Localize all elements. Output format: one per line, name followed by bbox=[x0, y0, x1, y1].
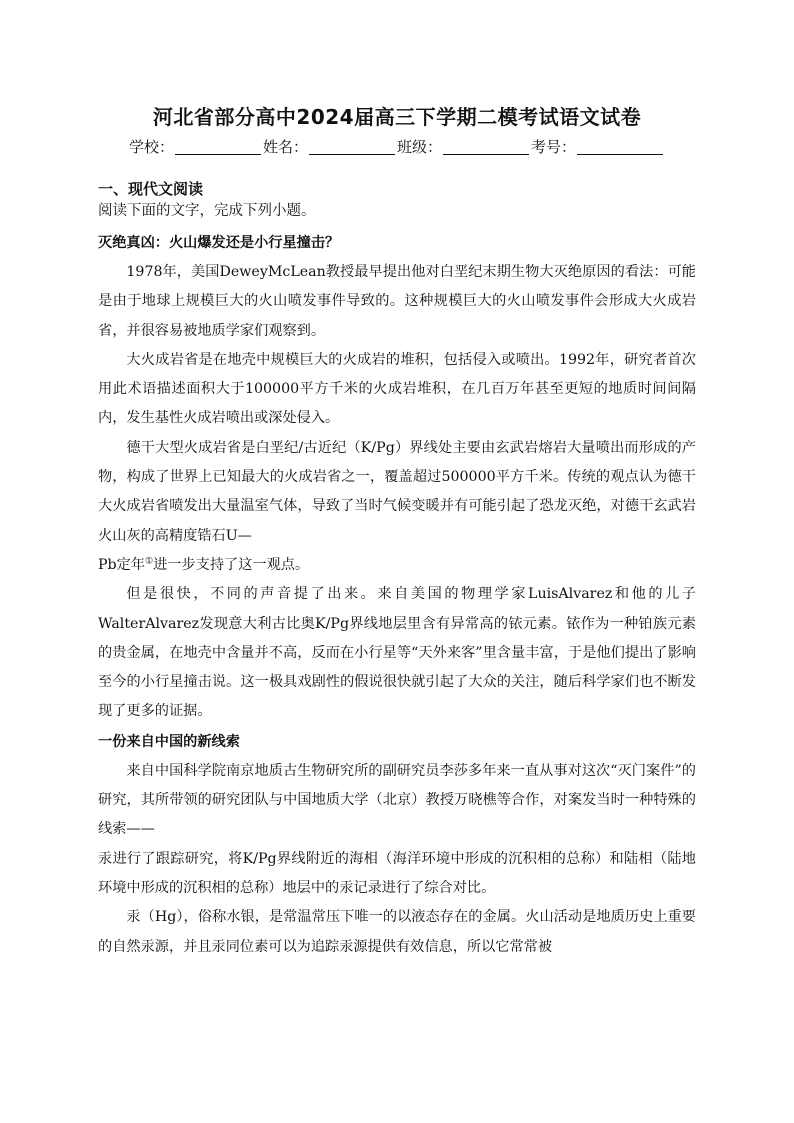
class-label: 班级： bbox=[397, 138, 443, 156]
footnote-marker: ① bbox=[145, 556, 154, 567]
paragraph-5b: 汞进行了跟踪研究，将K/Pg界线附近的海相（海洋环境中形成的沉积相的总称）和陆相（陆地环境中形成的沉积相的总称）地层中的汞记录进行了综合对比。 bbox=[98, 850, 696, 896]
section-heading: 一、现代文阅读 bbox=[98, 180, 204, 198]
exam-number-label: 考号： bbox=[531, 138, 577, 156]
paragraph-3b-post: 进一步支持了这一观点。 bbox=[153, 556, 310, 573]
exam-title: 河北省部分高中2024届高三下学期二模考试语文试卷 bbox=[152, 105, 642, 129]
school-label: 学校： bbox=[128, 138, 174, 156]
name-label: 姓名： bbox=[262, 138, 308, 156]
paragraph-5a: 来自中国科学院南京地质古生物研究所的副研究员李莎多年来一直从事对这次“灭门案件”的研究，其所带领的研究团队与中国地质大学（北京）教授万晓樵等合作，对案发当时一种特殊的线索—— bbox=[98, 762, 696, 838]
paragraph-1: 1978年，美国DeweyMcLean教授最早提出他对白垩纪末期生物大灭绝原因的看法：可能是由于地球上规模巨大的火山喷发事件导致的。这种规模巨大的火山喷发事件会形成大火成岩省，并很容易被地质学家们观察到。 bbox=[98, 264, 696, 339]
name-blank[interactable] bbox=[309, 140, 395, 155]
section-instruction: 阅读下面的文字，完成下列小题。 bbox=[98, 203, 316, 219]
reading-section bbox=[98, 178, 696, 962]
paragraph-3b-pre: Pb定年 bbox=[98, 556, 146, 573]
student-info-line bbox=[0, 136, 794, 157]
paragraph-3b bbox=[98, 551, 696, 580]
article-subtitle-2: 一份来自中国的新线索 bbox=[98, 733, 240, 750]
paragraph-6: 汞（Hg），俗称水银，是常温常压下唯一的以液态存在的金属。火山活动是地质历史上重要的自然汞源，并且汞同位素可以为追踪汞源提供有效信息，所以它常常被 bbox=[98, 909, 696, 955]
paragraph-2: 大火成岩省是在地壳中规模巨大的火成岩的堆积，包括侵入或喷出。1992年，研究者首次用此术语描述面积大于100000平方千米的火成岩堆积，在几百万年甚至更短的地质时间间隔内，发生基性火成岩喷出或深处侵入。 bbox=[98, 351, 696, 427]
class-blank[interactable] bbox=[443, 140, 529, 155]
paragraph-4: 但是很快，不同的声音提了出来。来自美国的物理学家LuisAlvarez和他的儿子WalterAlvarez发现意大利古比奥K/Pg界线地层里含有异常高的铱元素。铱作为一种铂族元素的贵金属，在地壳中含量并不高，反而在小行星等“天外来客”里含量丰富，于是他们提出了影响至今的小行星撞击说。这一极具戏剧性的假说很快就引起了大众的关注，随后科学家们也不断发现了更多的证据。 bbox=[98, 586, 696, 720]
exam-number-blank[interactable] bbox=[577, 140, 663, 155]
paragraph-3a: 德干大型火成岩省是白垩纪/古近纪（K/Pg）界线处主要由玄武岩熔岩大量喷出而形成的产物，构成了世界上已知最大的火成岩省之一，覆盖超过500000平方千米。传统的观点认为德干大火成岩省喷发出大量温室气体，导致了当时气候变暖并有可能引起了恐龙灭绝，对德干玄武岩火山灰的高精度锆石U— bbox=[98, 439, 696, 544]
school-blank[interactable] bbox=[175, 140, 261, 155]
article-subtitle-1: 灭绝真凶：火山爆发还是小行星撞击？ bbox=[98, 235, 340, 251]
